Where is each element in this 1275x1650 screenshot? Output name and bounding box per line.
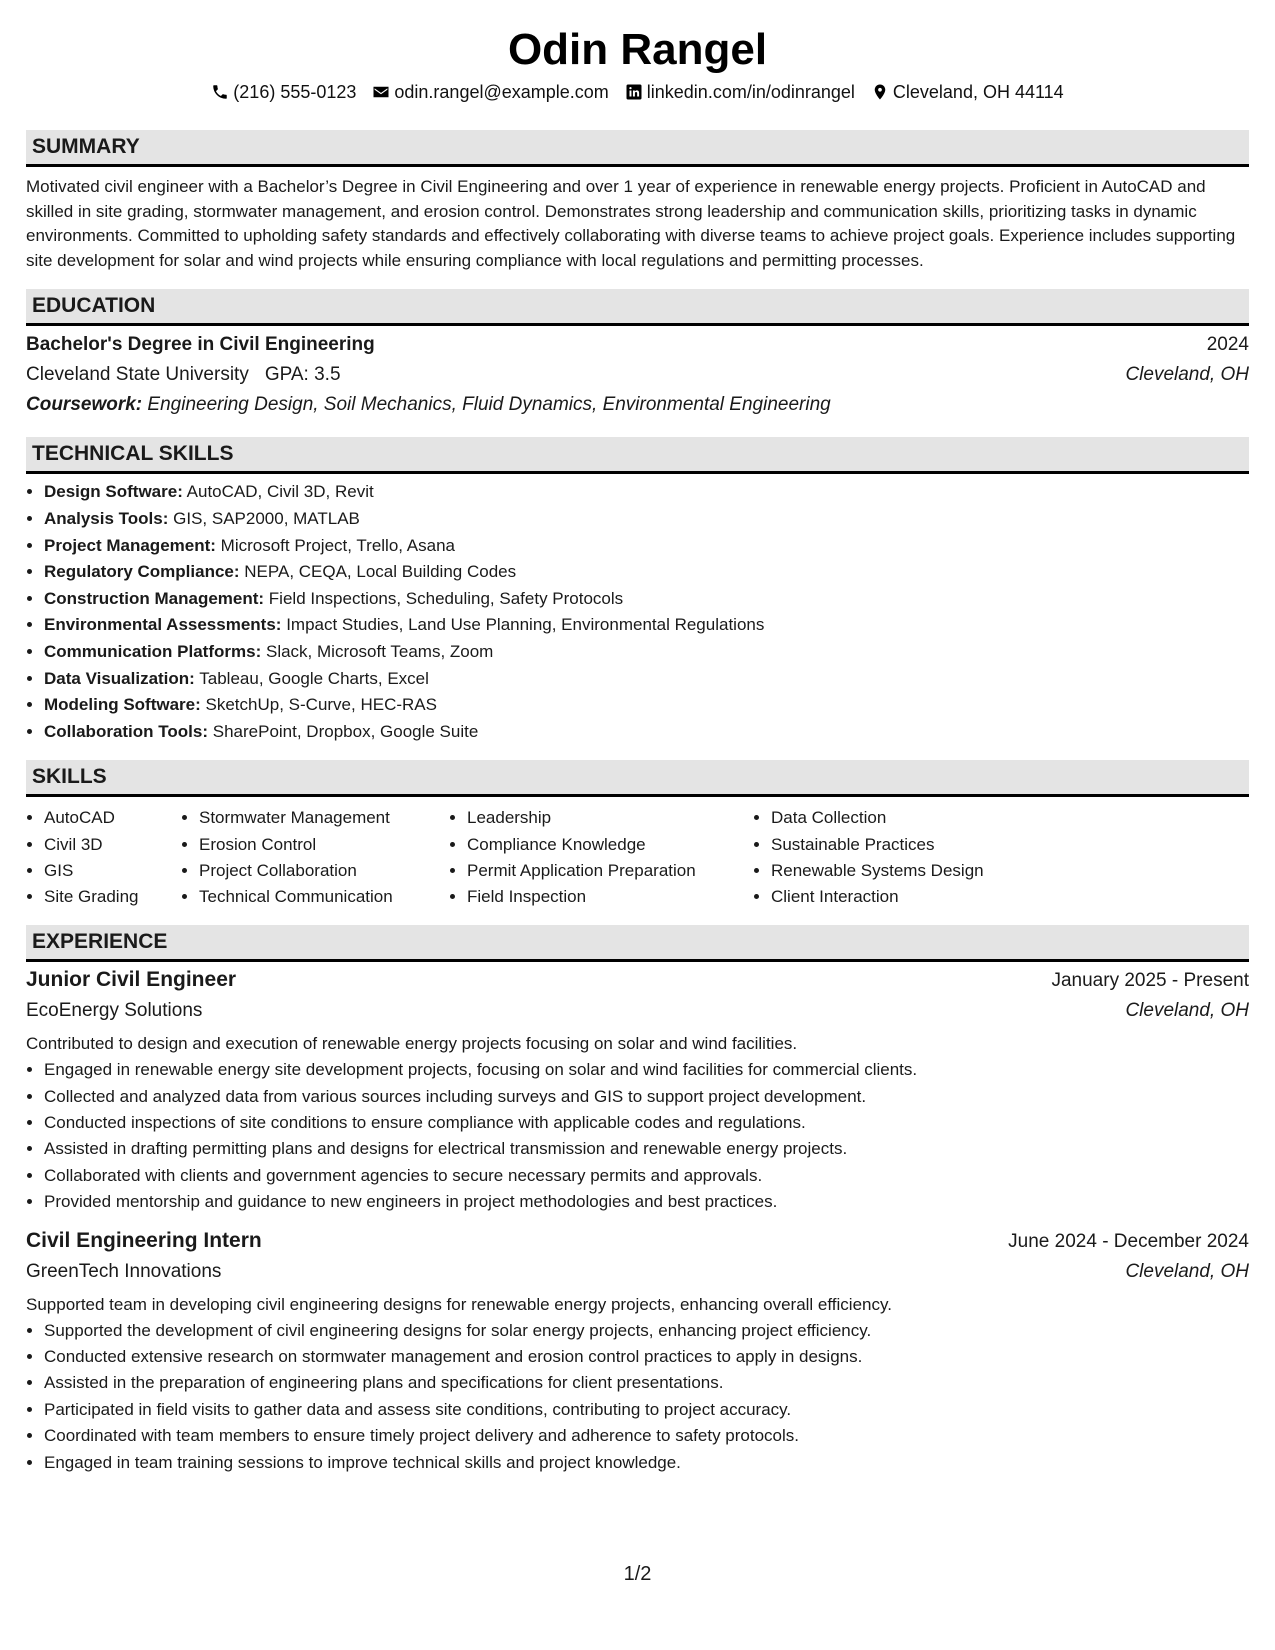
- skills-heading: SKILLS: [26, 760, 1249, 797]
- summary-heading: SUMMARY: [26, 130, 1249, 167]
- linkedin-icon: [625, 83, 643, 101]
- contact-email[interactable]: [372, 80, 608, 104]
- education-heading: EDUCATION: [26, 289, 1249, 326]
- list-item: • Compliance Knowledge: [467, 832, 753, 858]
- skills-column-2: [181, 805, 449, 910]
- list-item: • Engaged in renewable energy site development projects, focusing on solar and wind facilities for commercial clients.: [44, 1057, 1249, 1083]
- list-item: • Collaborated with clients and government agencies to secure necessary permits and approvals.: [44, 1163, 1249, 1189]
- job-title: Civil Engineering Intern: [26, 1228, 262, 1252]
- list-item: • Permit Application Preparation: [467, 858, 753, 884]
- candidate-name: Odin Rangel: [507, 25, 768, 74]
- list-item: • GIS: [44, 858, 181, 884]
- email-link[interactable]: odin.rangel@example.com: [394, 82, 609, 102]
- technical-skills-list: [26, 479, 1249, 745]
- list-item: • Erosion Control: [199, 832, 449, 858]
- list-item: • Collaboration Tools: SharePoint, Dropbox, Google Suite: [44, 719, 1249, 746]
- phone-icon: [211, 83, 229, 101]
- job-description: Supported team in developing civil engineering designs for renewable energy projects, enhancing overall efficiency.: [26, 1294, 892, 1314]
- job-company: GreenTech Innovations: [26, 1260, 222, 1282]
- education-location: Cleveland, OH: [1125, 364, 1249, 386]
- summary-text: Motivated civil engineer with a Bachelor’s Degree in Civil Engineering and over 1 year of experience in renewable energy projects. Proficient in AutoCAD and skilled in site grading, stormwater management, and erosion control. Demonstrates strong leadership and communication skills, prioritizing tasks in dynamic environments. Committed to upholding safety standards and effectively collaborating with diverse teams to achieve project goals. Experience includes supporting site development for solar and wind projects while ensuring compliance with local regulations and permitting processes.: [26, 177, 1236, 270]
- list-item: • Communication Platforms: Slack, Microsoft Teams, Zoom: [44, 639, 1249, 666]
- list-item: • AutoCAD: [44, 805, 181, 831]
- location-text: Cleveland, OH 44114: [892, 82, 1064, 102]
- phone-text: (216) 555-0123: [233, 82, 357, 102]
- education-entry: [26, 330, 1249, 420]
- list-item: • Technical Communication: [199, 884, 449, 910]
- list-item: • Supported the development of civil engineering designs for solar energy projects, enhancing project efficiency.: [44, 1318, 1249, 1344]
- job-dates: January 2025 - Present: [1051, 970, 1249, 992]
- list-item: • Civil 3D: [44, 832, 181, 858]
- envelope-icon: [372, 83, 390, 101]
- map-pin-icon: [871, 83, 889, 101]
- list-item: • Project Management: Microsoft Project, Trello, Asana: [44, 533, 1249, 560]
- job-bullets: [26, 1318, 1249, 1476]
- list-item: • Conducted extensive research on stormwater management and erosion control practices to apply in designs.: [44, 1344, 1249, 1370]
- list-item: • Engaged in team training sessions to improve technical skills and project knowledge.: [44, 1450, 1249, 1476]
- institution-name: Cleveland State University: [26, 364, 249, 386]
- list-item: • Coordinated with team members to ensure timely project delivery and adherence to safety protocols.: [44, 1423, 1249, 1449]
- job-bullets: [26, 1057, 1249, 1215]
- list-item: • Sustainable Practices: [771, 832, 1071, 858]
- list-item: • Participated in field visits to gather data and assess site conditions, contributing to project accuracy.: [44, 1397, 1249, 1423]
- list-item: • Conducted inspections of site conditions to ensure compliance with applicable codes and regulations.: [44, 1110, 1249, 1136]
- list-item: • Project Collaboration: [199, 858, 449, 884]
- list-item: • Stormwater Management: [199, 805, 449, 831]
- job-location: Cleveland, OH: [1125, 1260, 1249, 1282]
- skills-column-1: [26, 805, 181, 910]
- list-item: • Assisted in the preparation of engineering plans and specifications for client presentations.: [44, 1370, 1249, 1396]
- list-item: • Collected and analyzed data from various sources including surveys and GIS to support project development.: [44, 1084, 1249, 1110]
- job-title: Junior Civil Engineer: [26, 968, 237, 992]
- skills-column-4: [753, 805, 1071, 910]
- contact-location: [871, 80, 1064, 104]
- list-item: • Field Inspection: [467, 884, 753, 910]
- list-item: • Provided mentorship and guidance to new engineers in project methodologies and best practices.: [44, 1189, 1249, 1215]
- experience-heading: EXPERIENCE: [26, 925, 1249, 962]
- list-item: • Regulatory Compliance: NEPA, CEQA, Local Building Codes: [44, 559, 1249, 586]
- page-number: 1/2: [623, 1563, 652, 1585]
- job-dates: June 2024 - December 2024: [1008, 1230, 1249, 1252]
- gpa: GPA: 3.5: [264, 364, 341, 386]
- contact-linkedin[interactable]: [625, 80, 855, 104]
- list-item: • Modeling Software: SketchUp, S-Curve, HEC-RAS: [44, 692, 1249, 719]
- resume-page: [26, 0, 1249, 1476]
- list-item: • Environmental Assessments: Impact Studies, Land Use Planning, Environmental Regulations: [44, 612, 1249, 639]
- degree-title: Bachelor's Degree in Civil Engineering: [26, 334, 375, 356]
- coursework: [26, 390, 1249, 420]
- job-entry-1: [26, 965, 1249, 1215]
- list-item: • Assisted in drafting permitting plans and designs for electrical transmission and renewable energy projects.: [44, 1136, 1249, 1162]
- list-item: • Data Visualization: Tableau, Google Charts, Excel: [44, 666, 1249, 693]
- contact-bar: [26, 80, 1249, 104]
- list-item: • Construction Management: Field Inspections, Scheduling, Safety Protocols: [44, 586, 1249, 613]
- contact-phone: [211, 80, 356, 104]
- list-item: • Design Software: AutoCAD, Civil 3D, Revit: [44, 479, 1249, 506]
- job-description: Contributed to design and execution of renewable energy projects focusing on solar and wind facilities.: [26, 1034, 798, 1054]
- list-item: • Data Collection: [771, 805, 1071, 831]
- skills-column-3: [449, 805, 753, 910]
- list-item: • Renewable Systems Design: [771, 858, 1071, 884]
- linkedin-link[interactable]: linkedin.com/in/odinrangel: [646, 82, 855, 102]
- list-item: • Site Grading: [44, 884, 181, 910]
- technical-skills-heading: TECHNICAL SKILLS: [26, 437, 1249, 474]
- coursework-list: Engineering Design, Soil Mechanics, Fluid Dynamics, Environmental Engineering: [147, 394, 831, 416]
- list-item: • Analysis Tools: GIS, SAP2000, MATLAB: [44, 506, 1249, 533]
- list-item: • Leadership: [467, 805, 753, 831]
- coursework-label: Coursework:: [26, 394, 143, 416]
- institution: [26, 360, 341, 390]
- skills-grid: [26, 805, 1249, 910]
- list-item: • Client Interaction: [771, 884, 1071, 910]
- job-company: EcoEnergy Solutions: [26, 1000, 203, 1022]
- job-entry-2: [26, 1226, 1249, 1476]
- job-location: Cleveland, OH: [1125, 1000, 1249, 1022]
- degree-year: 2024: [1206, 334, 1249, 356]
